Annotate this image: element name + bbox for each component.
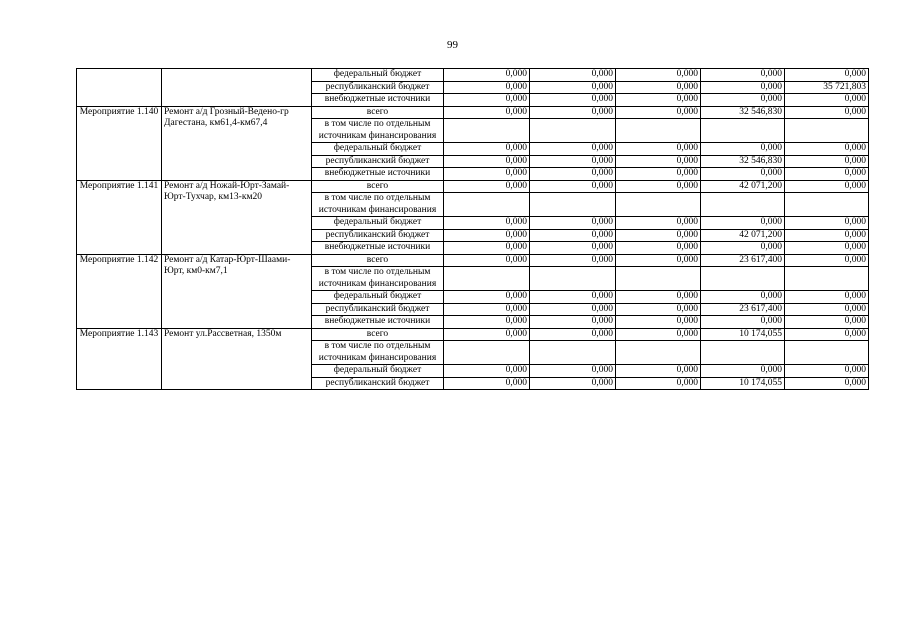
funding-source-cell: внебюджетные источники [312, 168, 444, 181]
amount-cell: 0,000 [444, 303, 530, 316]
amount-cell: 0,000 [444, 291, 530, 304]
amount-cell [444, 119, 530, 143]
amount-cell: 0,000 [785, 328, 869, 341]
amount-cell: 0,000 [530, 168, 616, 181]
amount-cell [444, 193, 530, 217]
amount-cell: 0,000 [444, 143, 530, 156]
amount-cell: 0,000 [444, 81, 530, 94]
amount-cell: 0,000 [616, 81, 701, 94]
event-cell: Мероприятие 1.141 [77, 180, 162, 254]
amount-cell: 42 071,200 [701, 180, 785, 193]
amount-cell: 10 174,055 [701, 328, 785, 341]
amount-cell [616, 119, 701, 143]
amount-cell: 0,000 [616, 254, 701, 267]
amount-cell: 0,000 [785, 69, 869, 82]
amount-cell: 0,000 [444, 106, 530, 119]
amount-cell: 0,000 [701, 168, 785, 181]
amount-cell: 0,000 [785, 94, 869, 107]
amount-cell: 0,000 [701, 242, 785, 255]
amount-cell: 0,000 [530, 291, 616, 304]
amount-cell: 0,000 [444, 69, 530, 82]
amount-cell [785, 119, 869, 143]
event-name-cell: Ремонт ул.Рассветная, 1350м [162, 328, 312, 390]
event-cell: Мероприятие 1.143 [77, 328, 162, 390]
amount-cell: 0,000 [444, 254, 530, 267]
amount-cell: 0,000 [616, 217, 701, 230]
funding-source-cell: внебюджетные источники [312, 94, 444, 107]
amount-cell: 0,000 [616, 69, 701, 82]
amount-cell [701, 119, 785, 143]
funding-source-cell: в том числе по отдельным источникам финансирования [312, 267, 444, 291]
amount-cell: 0,000 [444, 316, 530, 329]
amount-cell: 0,000 [616, 303, 701, 316]
amount-cell [444, 267, 530, 291]
amount-cell: 0,000 [530, 303, 616, 316]
amount-cell [530, 267, 616, 291]
table-row [77, 328, 869, 341]
funding-source-cell: федеральный бюджет [312, 143, 444, 156]
funding-source-cell: в том числе по отдельным источникам финансирования [312, 193, 444, 217]
amount-cell: 0,000 [444, 155, 530, 168]
amount-cell: 0,000 [616, 377, 701, 390]
amount-cell: 0,000 [785, 254, 869, 267]
amount-cell: 0,000 [530, 242, 616, 255]
amount-cell: 0,000 [530, 316, 616, 329]
budget-table [76, 68, 869, 390]
amount-cell [701, 193, 785, 217]
amount-cell: 0,000 [785, 291, 869, 304]
amount-cell: 0,000 [616, 155, 701, 168]
amount-cell [444, 341, 530, 365]
amount-cell: 0,000 [785, 242, 869, 255]
amount-cell: 0,000 [444, 242, 530, 255]
amount-cell: 23 617,400 [701, 254, 785, 267]
table-row [77, 106, 869, 119]
funding-source-cell: республиканский бюджет [312, 229, 444, 242]
amount-cell [530, 119, 616, 143]
amount-cell: 0,000 [616, 106, 701, 119]
amount-cell: 0,000 [444, 94, 530, 107]
amount-cell: 0,000 [444, 217, 530, 230]
amount-cell: 0,000 [616, 365, 701, 378]
table-row [77, 69, 869, 82]
funding-source-cell: всего [312, 328, 444, 341]
amount-cell: 0,000 [701, 217, 785, 230]
amount-cell: 0,000 [530, 106, 616, 119]
amount-cell: 32 546,830 [701, 106, 785, 119]
amount-cell [530, 193, 616, 217]
event-name-cell: Ремонт а/д Катар-Юрт-Шаами-Юрт, км0-км7,1 [162, 254, 312, 328]
amount-cell: 0,000 [616, 291, 701, 304]
event-cell: Мероприятие 1.140 [77, 106, 162, 180]
amount-cell: 0,000 [785, 229, 869, 242]
funding-source-cell: федеральный бюджет [312, 217, 444, 230]
funding-source-cell: республиканский бюджет [312, 81, 444, 94]
table-row [77, 254, 869, 267]
amount-cell: 0,000 [785, 168, 869, 181]
amount-cell: 0,000 [530, 155, 616, 168]
amount-cell: 0,000 [444, 180, 530, 193]
amount-cell: 0,000 [785, 316, 869, 329]
amount-cell: 0,000 [616, 328, 701, 341]
amount-cell: 0,000 [530, 69, 616, 82]
amount-cell: 0,000 [616, 168, 701, 181]
amount-cell: 0,000 [701, 81, 785, 94]
funding-source-cell: федеральный бюджет [312, 69, 444, 82]
amount-cell: 0,000 [785, 180, 869, 193]
funding-source-cell: республиканский бюджет [312, 303, 444, 316]
amount-cell: 10 174,055 [701, 377, 785, 390]
event-name-cell: Ремонт а/д Ножай-Юрт-Замай-Юрт-Тухчар, км13-км20 [162, 180, 312, 254]
amount-cell: 0,000 [530, 81, 616, 94]
amount-cell: 0,000 [616, 242, 701, 255]
amount-cell: 0,000 [444, 377, 530, 390]
amount-cell: 0,000 [530, 377, 616, 390]
amount-cell [616, 341, 701, 365]
amount-cell: 0,000 [701, 316, 785, 329]
amount-cell: 0,000 [785, 143, 869, 156]
funding-source-cell: в том числе по отдельным источникам финансирования [312, 119, 444, 143]
amount-cell [785, 341, 869, 365]
amount-cell [701, 341, 785, 365]
amount-cell: 0,000 [701, 143, 785, 156]
amount-cell: 0,000 [785, 377, 869, 390]
funding-source-cell: внебюджетные источники [312, 316, 444, 329]
amount-cell: 0,000 [530, 217, 616, 230]
event-cell: Мероприятие 1.142 [77, 254, 162, 328]
amount-cell: 35 721,803 [785, 81, 869, 94]
amount-cell: 0,000 [444, 328, 530, 341]
amount-cell: 0,000 [530, 180, 616, 193]
funding-source-cell: всего [312, 180, 444, 193]
amount-cell: 0,000 [785, 365, 869, 378]
amount-cell: 0,000 [444, 365, 530, 378]
amount-cell: 0,000 [785, 303, 869, 316]
funding-source-cell: республиканский бюджет [312, 155, 444, 168]
amount-cell [616, 193, 701, 217]
amount-cell [530, 341, 616, 365]
amount-cell [785, 267, 869, 291]
event-name-cell: Ремонт а/д Грозный-Ведено-гр Дагестана, км61,4-км67,4 [162, 106, 312, 180]
amount-cell: 0,000 [530, 94, 616, 107]
amount-cell: 42 071,200 [701, 229, 785, 242]
table-row [77, 180, 869, 193]
amount-cell: 0,000 [616, 94, 701, 107]
amount-cell: 0,000 [785, 155, 869, 168]
amount-cell: 0,000 [785, 217, 869, 230]
funding-source-cell: в том числе по отдельным источникам финансирования [312, 341, 444, 365]
amount-cell: 23 617,400 [701, 303, 785, 316]
amount-cell: 0,000 [616, 316, 701, 329]
amount-cell: 0,000 [616, 229, 701, 242]
amount-cell [701, 267, 785, 291]
amount-cell: 0,000 [785, 106, 869, 119]
event-cell [77, 69, 162, 107]
amount-cell: 0,000 [444, 229, 530, 242]
amount-cell: 0,000 [530, 229, 616, 242]
event-name-cell [162, 69, 312, 107]
amount-cell: 32 546,830 [701, 155, 785, 168]
funding-source-cell: федеральный бюджет [312, 291, 444, 304]
amount-cell: 0,000 [701, 291, 785, 304]
funding-source-cell: всего [312, 106, 444, 119]
amount-cell: 0,000 [530, 328, 616, 341]
amount-cell: 0,000 [701, 365, 785, 378]
amount-cell: 0,000 [701, 69, 785, 82]
amount-cell: 0,000 [530, 254, 616, 267]
amount-cell [616, 267, 701, 291]
funding-source-cell: всего [312, 254, 444, 267]
page-number: 99 [447, 39, 458, 51]
amount-cell: 0,000 [616, 180, 701, 193]
amount-cell [785, 193, 869, 217]
amount-cell: 0,000 [530, 143, 616, 156]
funding-source-cell: федеральный бюджет [312, 365, 444, 378]
funding-source-cell: республиканский бюджет [312, 377, 444, 390]
amount-cell: 0,000 [444, 168, 530, 181]
amount-cell: 0,000 [616, 143, 701, 156]
amount-cell: 0,000 [530, 365, 616, 378]
funding-source-cell: внебюджетные источники [312, 242, 444, 255]
amount-cell: 0,000 [701, 94, 785, 107]
